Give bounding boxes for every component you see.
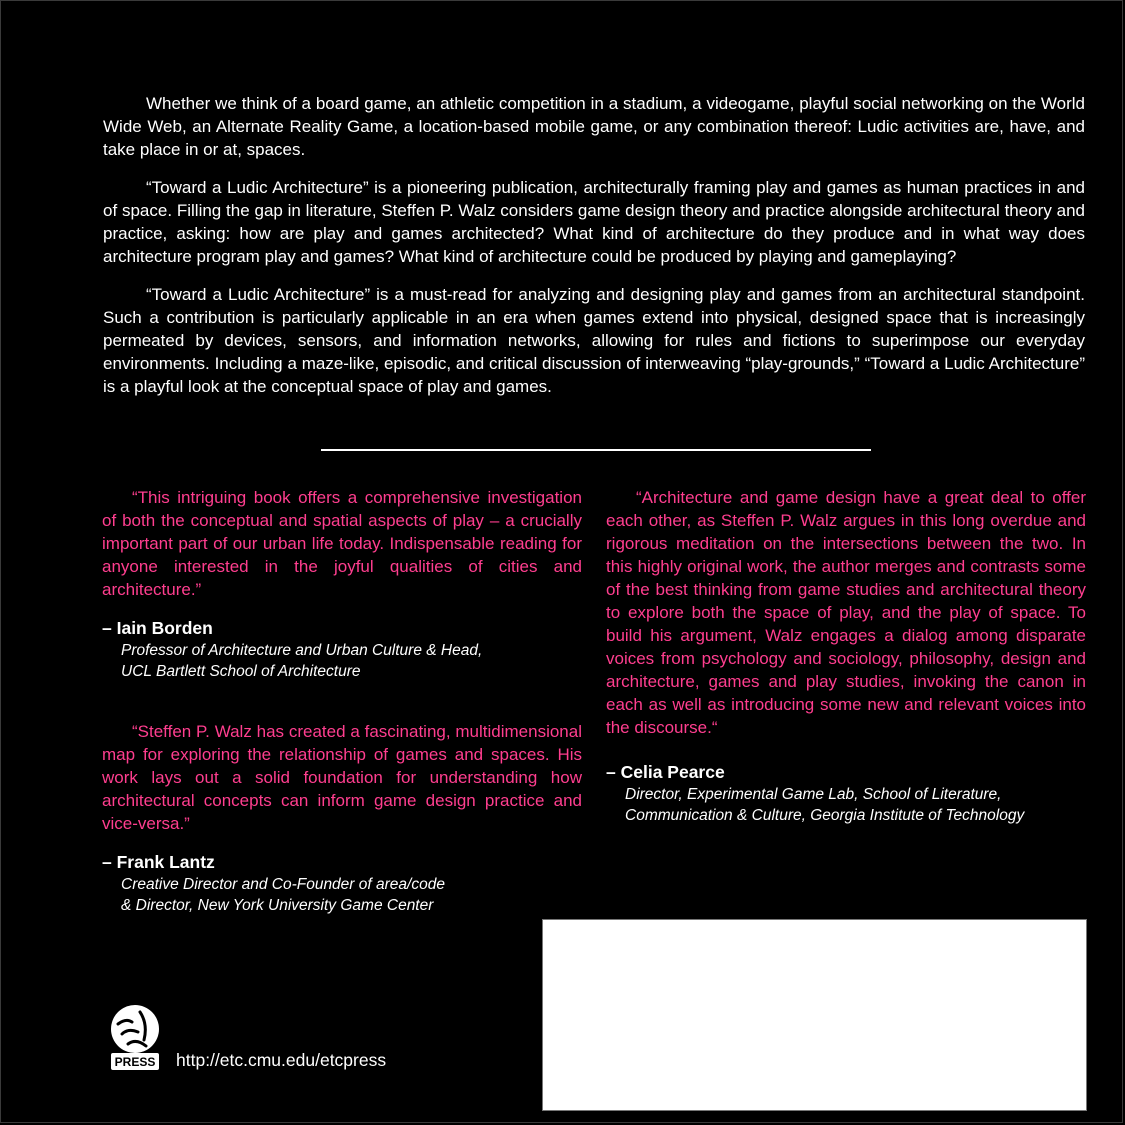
description-paragraph: “Toward a Ludic Architecture” is a pioneering publication, architecturally framing play and games as human practices in and of space. Filling the gap in literature, Steffen P. Walz considers game design theory and practice alongside architectural theory and practice, asking: how are play and games architected? What kind of architecture do they produce and in what way does architecture program play and games? What kind of architecture could be produced by playing and gameplaying? xyxy=(103,178,1085,266)
blurb-author xyxy=(102,851,582,916)
author-name: – Frank Lantz xyxy=(102,852,215,872)
blurb-quote: “Architecture and game design have a great deal to offer each other, as Steffen P. Walz argues in this long overdue and rigorous meditation on the intersections between the two. In this highly original work, the author merges and contrasts some of the best thinking from game studies and architectural theory to explore both the space of play, and the play of space. To build his argument, Walz engages a dialog among disparate voices from psychology and sociology, philosophy, design and architecture, games and play studies, invoking the canon in each as well as introducing some new and relevant voices into the discourse.“ xyxy=(606,488,1086,737)
logo-press-text: PRESS xyxy=(114,1055,156,1069)
blurb-celia-pearce xyxy=(606,486,1086,826)
book-description xyxy=(103,92,1085,413)
author-role: Creative Director and Co-Founder of area/code & Director, New York University Game Center xyxy=(121,876,445,914)
publisher-url[interactable]: http://etc.cmu.edu/etcpress xyxy=(176,1050,387,1070)
blurb-quote: “This intriguing book offers a comprehensive investigation of both the conceptual and spatial aspects of play – a crucially important part of our urban life today. Indispensable reading for anyone interested in the joyful qualities of cities and architecture.” xyxy=(102,488,582,599)
author-role: Director, Experimental Game Lab, School of Literature, Communication & Culture, Georgia Institute of Technology xyxy=(625,786,1025,824)
section-divider xyxy=(321,449,871,451)
blurb-author xyxy=(606,761,1086,826)
etc-press-logo-icon xyxy=(108,1004,162,1072)
blurb-quote: “Steffen P. Walz has created a fascinating, multidimensional map for exploring the relationship of games and spaces. His work lays out a solid foundation for understanding how architectural concepts can inform game design practice and vice-versa.” xyxy=(102,722,582,833)
blurb-author xyxy=(102,617,582,682)
author-name: – Celia Pearce xyxy=(606,762,725,782)
author-name: – Iain Borden xyxy=(102,618,213,638)
description-paragraph: “Toward a Ludic Architecture” is a must-read for analyzing and designing play and games from an architectural standpoint. Such a contribution is particularly applicable in an era when games extend into physical, designed space that is increasingly permeated by devices, sensors, and information networks, allowing for rules and fictions to superimpose our everyday environments. Including a maze-like, episodic, and critical discussion of interweaving “play-grounds,” “Toward a Ludic Architecture” is a playful look at the conceptual space of play and games. xyxy=(103,285,1085,396)
author-role: Professor of Architecture and Urban Culture & Head, UCL Bartlett School of Architecture xyxy=(121,642,483,680)
barcode-area xyxy=(542,919,1087,1111)
description-paragraph: Whether we think of a board game, an athletic competition in a stadium, a videogame, playful social networking on the World Wide Web, an Alternate Reality Game, a location-based mobile game, or any combination thereof: Ludic activities are, have, and take place in or at, spaces. xyxy=(103,94,1085,159)
blurb-iain-borden xyxy=(102,486,582,682)
blurb-column-left xyxy=(102,486,582,916)
blurb-frank-lantz xyxy=(102,720,582,916)
blurb-column-right xyxy=(606,486,1086,826)
